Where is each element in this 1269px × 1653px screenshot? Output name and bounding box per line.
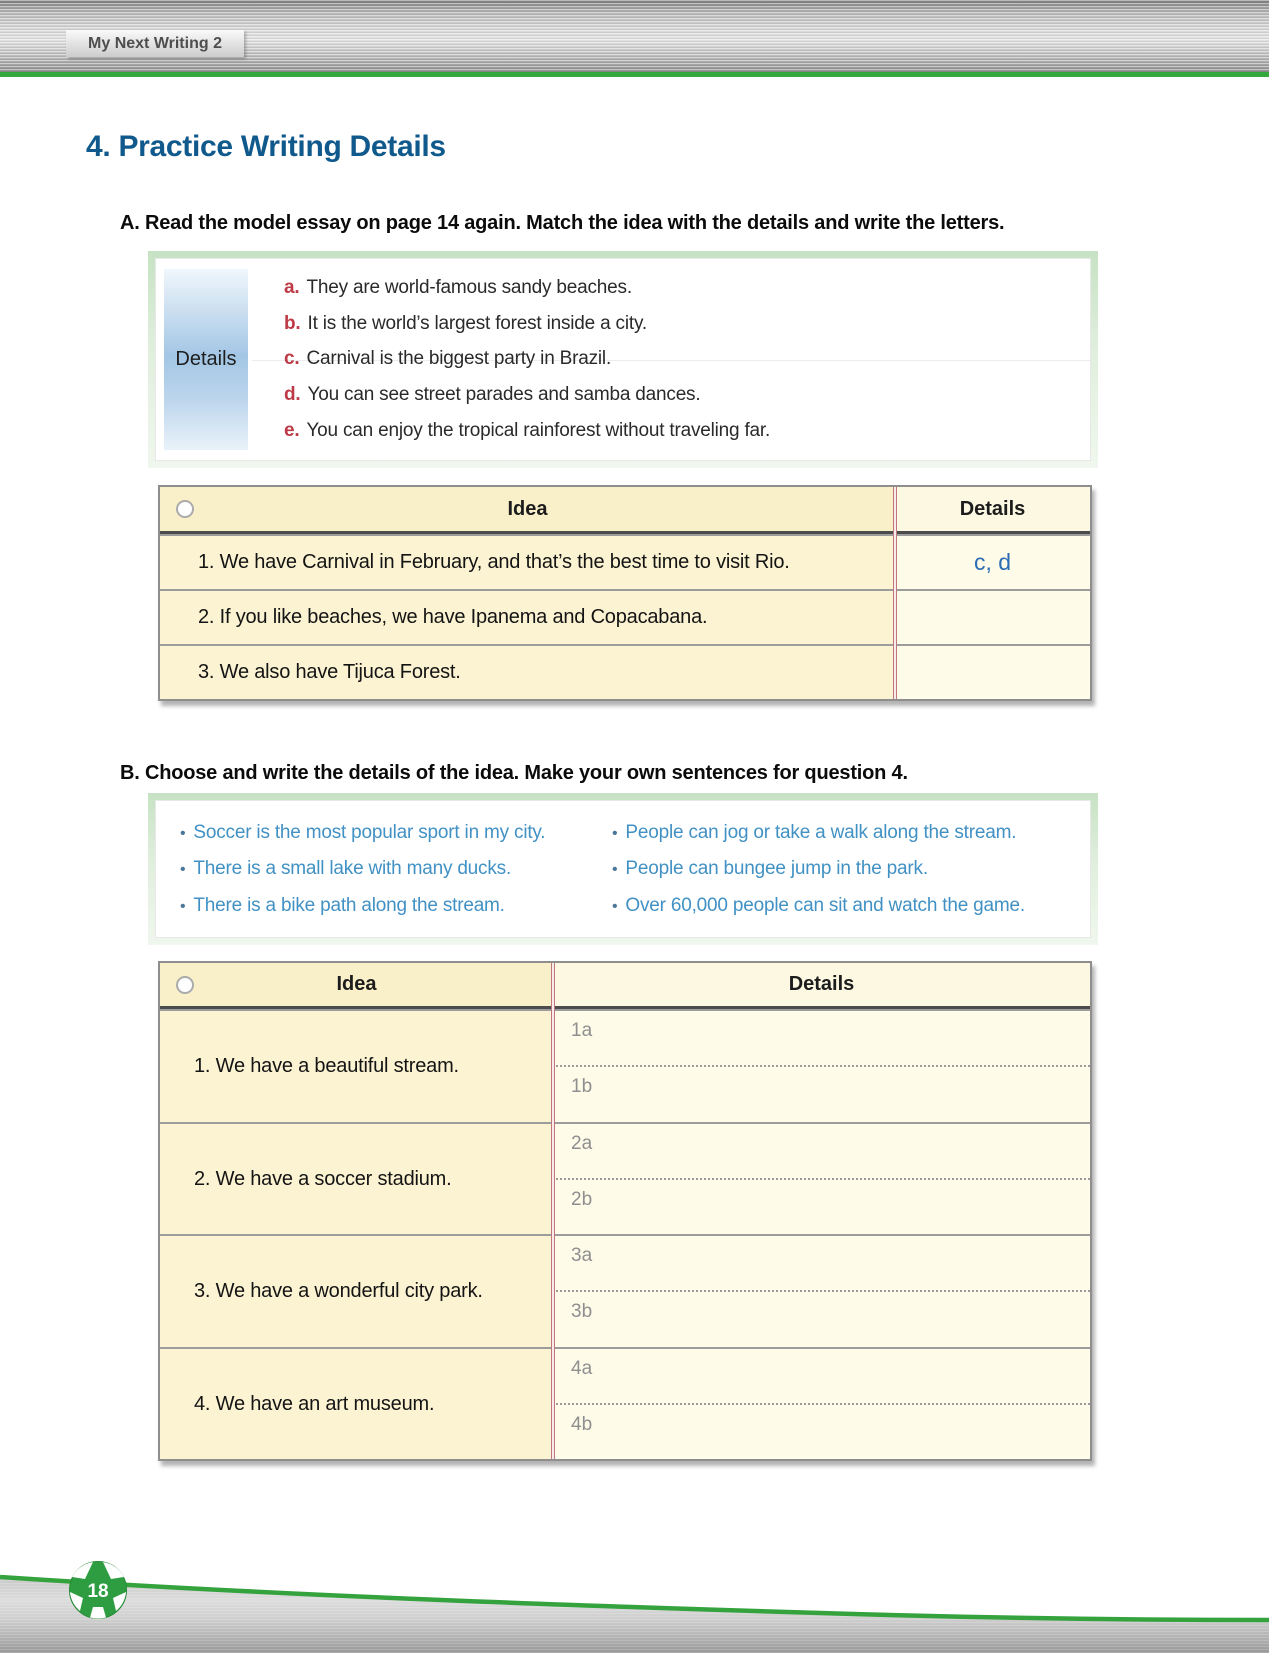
details-cell-4	[553, 1349, 1090, 1460]
ring-hole-icon	[176, 976, 194, 994]
option-column-right	[612, 807, 1092, 931]
idea-cell-3: 3. We have a wonderful city park.	[160, 1236, 553, 1347]
option-text: There is a small lake with many ducks.	[193, 858, 512, 879]
sentence-option-box-inner	[155, 800, 1091, 938]
option-text: Soccer is the most popular sport in my city.	[193, 821, 546, 843]
bullet-icon: •	[612, 897, 618, 915]
answer-cell-2[interactable]	[895, 591, 1090, 644]
detail-option-a	[284, 277, 1084, 299]
option-text: They are world-famous sandy beaches.	[306, 276, 632, 298]
table-row	[160, 1347, 1090, 1460]
details-option-box-inner	[155, 258, 1091, 461]
column-divider	[893, 487, 897, 699]
option-text: It is the world’s largest forest inside a city.	[307, 312, 647, 334]
match-table-header	[160, 487, 1090, 534]
idea-header-label: Idea	[507, 497, 548, 520]
write-slot-3b[interactable]: 3b	[571, 1301, 593, 1323]
option-text: Carnival is the biggest party in Brazil.	[306, 348, 612, 370]
write-slot-1a[interactable]: 1a	[553, 1011, 1090, 1067]
option-letter: d.	[284, 384, 301, 406]
write-slot-1b[interactable]: 1b	[571, 1076, 593, 1098]
option-letter: a.	[284, 276, 300, 298]
section-a-heading: A. Read the model essay on page 14 again. Match the idea with the details and write the letters.	[120, 212, 1005, 234]
idea-column-header	[160, 963, 553, 1006]
detail-option-d	[284, 384, 1084, 406]
details-cell-1	[553, 1011, 1090, 1122]
idea-cell-1: 1. We have Carnival in February, and that’s the best time to visit Rio.	[160, 536, 895, 589]
ring-hole-icon	[176, 500, 194, 518]
write-slot-4a[interactable]: 4a	[553, 1349, 1090, 1405]
details-cell-3	[553, 1236, 1090, 1347]
option-text: There is a bike path along the stream.	[193, 894, 505, 916]
option-text: People can jog or take a walk along the stream.	[625, 821, 1017, 843]
write-slot-4b[interactable]: 4b	[571, 1413, 593, 1435]
option-text: Over 60,000 people can sit and watch the game.	[625, 894, 1025, 916]
book-title: My Next Writing 2	[88, 34, 222, 52]
idea-cell-2: 2. If you like beaches, we have Ipanema and Copacabana.	[160, 591, 895, 644]
match-table	[158, 485, 1092, 701]
option-text: People can bungee jump in the park.	[625, 858, 928, 879]
option-item	[180, 822, 600, 844]
bullet-icon: •	[180, 897, 186, 915]
write-details-table	[158, 961, 1092, 1461]
option-column-left	[180, 807, 600, 931]
sentence-option-box	[148, 793, 1098, 945]
answer-cell-3[interactable]	[895, 646, 1090, 699]
soccer-ball-icon	[70, 1562, 127, 1619]
bullet-icon: •	[180, 861, 186, 878]
write-slot-2b[interactable]: 2b	[571, 1188, 593, 1210]
detail-option-b	[284, 313, 1084, 335]
bullet-icon: •	[612, 861, 618, 878]
option-letter: c.	[284, 348, 300, 370]
details-cell-2	[553, 1124, 1090, 1235]
idea-cell-4: 4. We have an art museum.	[160, 1349, 553, 1460]
table-row	[160, 1009, 1090, 1122]
option-text: You can enjoy the tropical rainforest without traveling far.	[306, 420, 771, 442]
table-row	[160, 1234, 1090, 1347]
details-option-box	[148, 251, 1098, 468]
idea-header-label: Idea	[336, 973, 377, 995]
detail-option-c	[284, 348, 1084, 370]
option-letter: e.	[284, 420, 300, 442]
page-title: 4. Practice Writing Details	[86, 130, 446, 163]
idea-column-header	[160, 487, 895, 531]
option-item	[180, 895, 600, 917]
footer-decoration	[0, 1550, 1269, 1653]
idea-cell-1: 1. We have a beautiful stream.	[160, 1011, 553, 1122]
detail-option-e	[284, 420, 1084, 442]
option-text: You can see street parades and samba dances.	[307, 384, 701, 406]
details-column-header: Details	[553, 963, 1090, 1006]
section-b-heading: B. Choose and write the details of the idea. Make your own sentences for question 4.	[120, 762, 908, 784]
table-row	[160, 1122, 1090, 1235]
option-item	[612, 858, 1092, 880]
detail-option-list	[284, 263, 1084, 456]
column-divider	[551, 963, 555, 1459]
book-title-tab	[66, 30, 244, 57]
answer-cell-1[interactable]: c, d	[895, 536, 1090, 589]
idea-cell-3: 3. We also have Tijuca Forest.	[160, 646, 895, 699]
details-column-header: Details	[895, 487, 1090, 531]
option-item	[612, 822, 1092, 844]
bullet-icon: •	[612, 824, 618, 842]
page-number: 18	[87, 1581, 109, 1602]
option-item	[612, 895, 1092, 917]
bullet-icon: •	[180, 824, 186, 842]
table-row	[160, 589, 1090, 644]
details-label: Details	[164, 269, 248, 450]
page-header	[0, 0, 1269, 77]
option-item	[180, 858, 600, 880]
table-row	[160, 644, 1090, 699]
write-table-header	[160, 963, 1090, 1009]
write-slot-2a[interactable]: 2a	[553, 1124, 1090, 1180]
table-row	[160, 534, 1090, 589]
idea-cell-2: 2. We have a soccer stadium.	[160, 1124, 553, 1235]
option-letter: b.	[284, 312, 301, 334]
write-slot-3a[interactable]: 3a	[553, 1236, 1090, 1292]
